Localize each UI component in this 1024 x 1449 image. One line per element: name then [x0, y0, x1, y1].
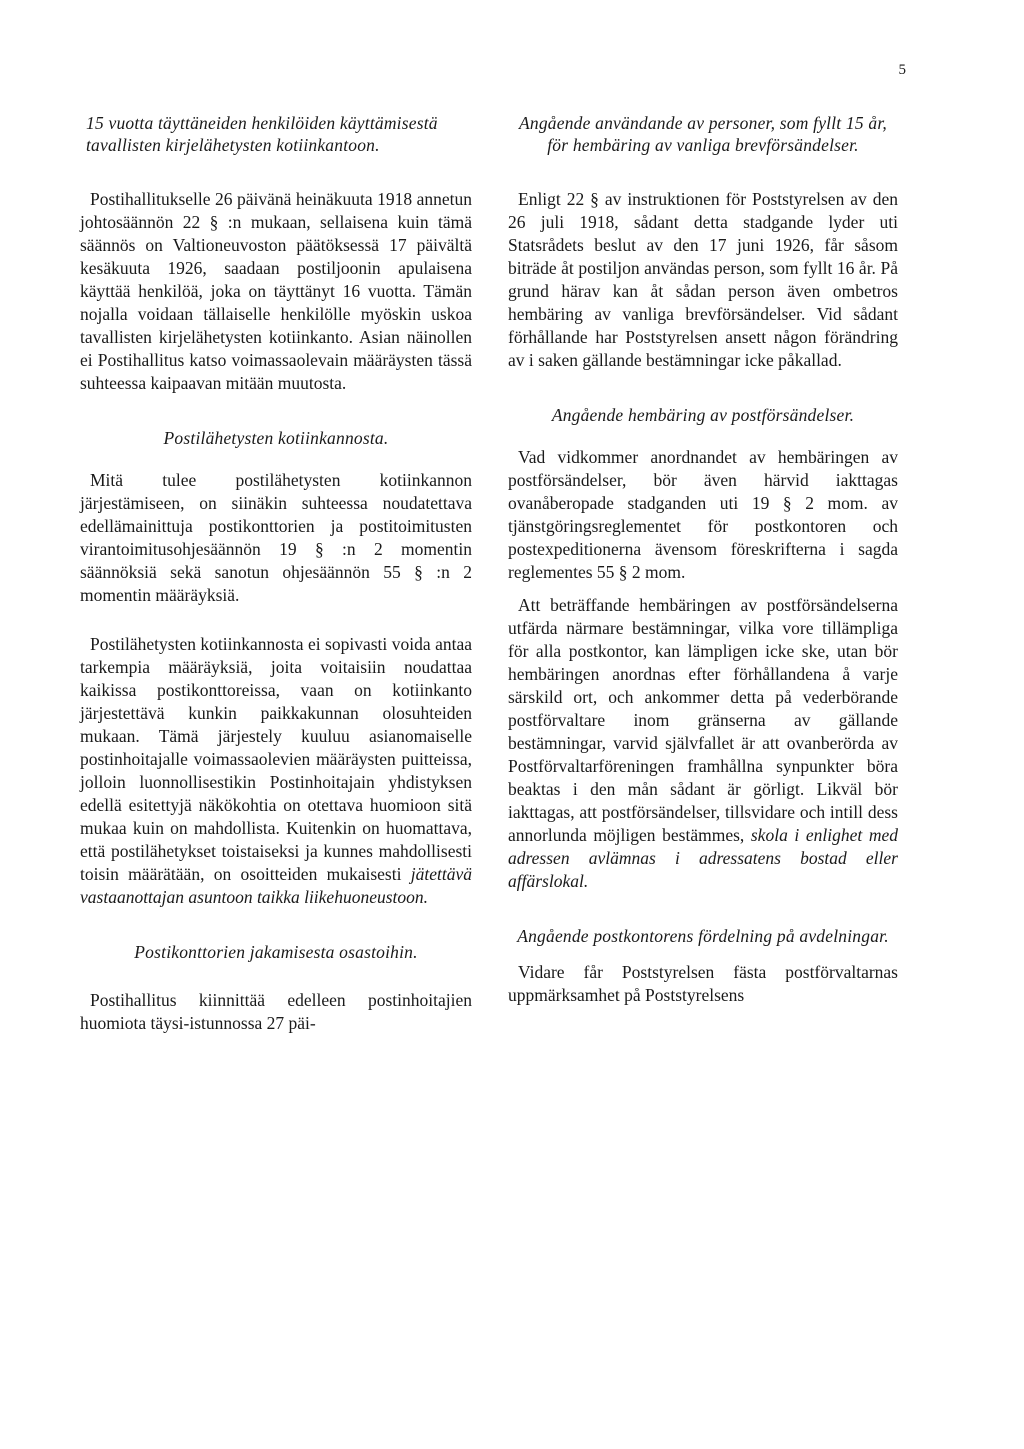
- paragraph-swedish-3-emphasis: skola i enlighet med adressen avlämnas i adressatens bostad eller affärslokal.: [508, 825, 898, 891]
- heading-swedish-2: Angående hembäring av postförsändelser.: [551, 405, 855, 425]
- swedish-column: [508, 112, 898, 1007]
- paragraph-finnish-3: [80, 633, 472, 909]
- paragraph-swedish-4: Vidare får Poststyrelsen fästa postförvaltarnas uppmärksamhet på Poststyrelsens: [508, 962, 898, 1005]
- page-number: 5: [898, 62, 906, 78]
- heading-finnish-1: 15 vuotta täyttäneiden henkilöiden käyttämisestä tavallisten kirjelähetysten kotiinkantoon.: [86, 113, 438, 155]
- paragraph-finnish-3-emphasis: jätettävä vastaanottajan asuntoon taikka liikehuoneustoon.: [80, 864, 472, 907]
- paragraph-swedish-3: [508, 594, 898, 893]
- paragraph-swedish-1: Enligt 22 § av instruktionen för Poststyrelsen av den 26 juli 1918, sådant detta stadgande lyder uti Statsrådets beslut av den 17 juni 1926, får såsom biträde åt postiljon användas person, som fyllt 16 år. På grund härav kan åt sådan person även ombetros hembäring av vanliga brevförsändelser. Vid sådant förhållande har Poststyrelsen ansett någon förändring av i saken gällande bestämningar icke påkallad.: [508, 189, 898, 370]
- heading-swedish-1: Angående användande av personer, som fyllt 15 år, för hembäring av vanliga brevförsändelser.: [518, 113, 887, 155]
- heading-swedish-3: Angående postkontorens fördelning på avdelningar.: [517, 926, 889, 946]
- heading-finnish-2: Postilähetysten kotiinkannosta.: [163, 428, 389, 448]
- paragraph-finnish-3-text: Postilähetysten kotiinkannosta ei sopivasti voida antaa tarkempia määräyksiä, joita voitaisiin noudattaa kaikissa postikonttoreissa, vaan on kotiinkanto järjestettävä kunkin paikkakunnan olosuhteiden mukaan. Tämä järjestely kuuluu asianomaiselle postinhoitajalle voimassaolevien määräysten puitteissa, jolloin luonnollisestikin Postinhoitajain yhdistyksen edellä esitettyjä näkökohtia on otettava huomioon sitä mukaa kuin on mahdollista. Kuitenkin on huomattava, että postilähetykset toistaiseksi ja kunnes mahdollisesti toisin määrätään, on osoitteiden mukaisesti: [80, 634, 472, 884]
- finnish-column: [80, 112, 472, 1035]
- paragraph-finnish-1: Postihallitukselle 26 päivänä heinäkuuta 1918 annetun johtosäännön 22 § :n mukaan, sellaisena kuin tämä säännös on Valtioneuvoston päätöksessä 17 päivältä kesäkuuta 1926, saadaan postiljoonin apulaisena käyttää henkilöä, joka on täyttänyt 16 vuotta. Tämän nojalla voidaan tällaiselle henkilölle myöskin uskoa tavallisten kirjelähetysten kotiinkanto. Asian näinollen ei Postihallitus katso voimassaolevain määräysten tässä suhteessa kaipaavan mitään muutosta.: [80, 189, 472, 393]
- paragraph-finnish-2: Mitä tulee postilähetysten kotiinkannon järjestämiseen, on siinäkin suhteessa noudatettava edellämainittuja postikonttorien ja postitoimitusten virantoimitusohjesäännön 19 § :n 2 momentin säännöksiä sekä sanotun ohjesäännön 55 § :n 2 momentin määräyksiä.: [80, 470, 472, 605]
- heading-finnish-3: Postikonttorien jakamisesta osastoihin.: [134, 942, 418, 962]
- paragraph-swedish-3-text: Att beträffande hembäringen av postförsändelserna utfärda närmare bestämningar, vilka vore tillämpliga för alla postkontor, kan lämpligen icke ske, utan bör hembäringen anordnas efter förhållandena å varje särskild ort, och ankommer detta på vederbörande postförvaltare inom gränserna av gällande bestämningar, varvid självfallet är att ovanberörda av Postförvaltarföreningen framhållna synpunkter böra beaktas i den mån sådant är görligt. Likväl bör iakttagas, att postförsändelser, tillsvidare och intill dess annorlunda möjligen bestämmes,: [508, 595, 898, 845]
- paragraph-finnish-4: Postihallitus kiinnittää edelleen postinhoitajien huomiota täysi-istunnossa 27 päi-: [80, 990, 472, 1033]
- paragraph-swedish-2: Vad vidkommer anordnandet av hembäringen av postförsändelser, bör även härvid iakttagas ovanåberopade stadganden uti 19 § 2 mom. av tjänstgöringsreglementet för postkontoren och postexpeditionerna ävensom föreskrifterna i sagda reglementes 55 § 2 mom.: [508, 447, 898, 582]
